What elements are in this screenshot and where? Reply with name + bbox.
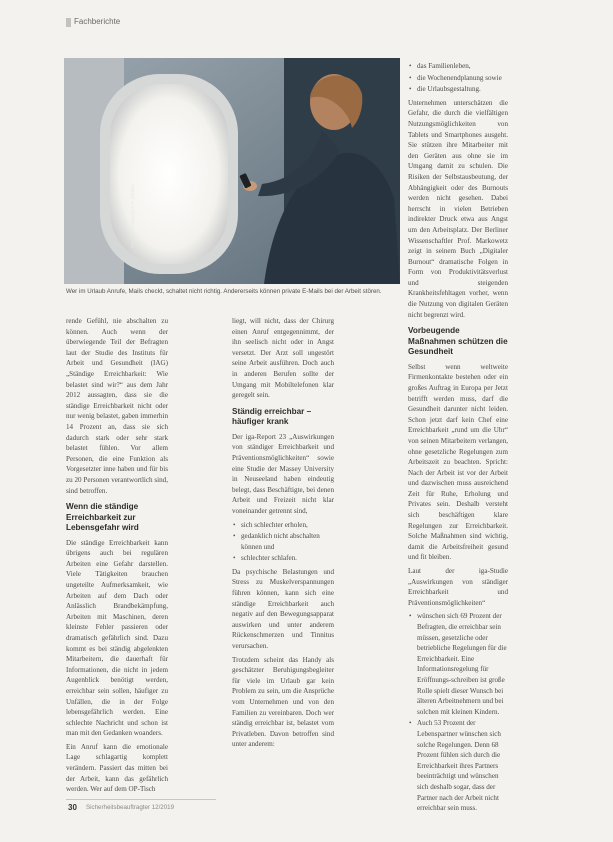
paragraph: rende Gefühl, nie abschalten zu können. Auch wenn der überwiegende Teil der Befragten laut der Studie des Instituts für Arbeit und Gesundheit (IAG) „Ständige Erreichbarkeit: Wie belastet sind wir?“ aus dem Jahr 2012 aussagten, dass sie die ständige Erreichbarkeit nicht oder nur wenig belastet, gaben immerhin 14 Prozent an, dass sie sich dadurch stark oder sehr stark belastet fühlen. Vor allem Personen, die eine Funktion als Vorgesetzter inne haben und für bis zu 20 Personen verantwortlich sind, sind betroffen. <box>66 317 168 495</box>
bullet-list <box>408 61 508 95</box>
paragraph: Die ständige Erreichbarkeit kann übrigens auch bei regulären Arbeiten eine Gefahr darstellen. Viele Tätigkeiten brauchen ungeteilte Aufmerksamkeit, wie Arbeiten auf dem Dach oder Anlässlich Brandbekämpfung, Arbeiten mit Maschinen, deren kleinste Fehler passieren oder dramatisch gefährlich sind. Dazu kommt es bei ständig abgelenkten Mitarbeitern, die dauerhaft für Informationen, die nicht in jedem Augenblick benötigt werden, erreichbar sein sollen, häufiger zu Unfällen, die in der Folge lebensgefährlich werden. Eine schlechte Nachricht und schon ist man mit den Gedanken woanders. <box>66 538 168 738</box>
photo-illustration <box>64 58 400 284</box>
paragraph: Da psychische Belastungen und Stress zu Muskelverspannungen führen können, kann sich eine ständige Erreichbarkeit auch negativ auf den Bewegungsapparat auswirken und unter anderem Rückenschmerzen und Tinnitus verursachen. <box>232 567 334 651</box>
list-item: • Auch 53 Prozent der Lebenspartner wünschen sich solche Regelungen. Denn 68 Prozent fühlen sich durch die Erreichbarkeit ihres Partners beeinträchtigt und wünschen sich deshalb sogar, dass der Partner nach der Arbeit nicht erreichbar sein muss. <box>417 718 508 813</box>
list-item: • das Familienleben, <box>417 61 508 72</box>
paragraph: Trotzdem scheint das Handy als geschätzter Beruhigungsbegleiter für viele im Urlaub gar kein Problem zu sein, um die Ansprüche vom Unternehmen und von den Familien zu vereinbaren. Doch wer ständig erreichbar ist, belastet vom Privatleben. Davon betroffen sind unter anderem: <box>232 655 334 749</box>
footer-divider <box>66 799 216 800</box>
paragraph: Selbst wenn weltweite Firmenkontakte bestehen oder ein großes Auftrag in Europa per Jetzt betrifft werden muss, darf die Gesundheit darunter nicht leiden. Schon jetzt darf kein Chef eine Erreichbarkeit „rund um die Uhr“ von seinen Mitarbeitern verlangen, ohne gesetzliche Regelungen zum Arbeitszeit zu beachten. Spricht: Nach der Arbeit ist vor der Arbeit und dazwischen muss ausreichend Zeit für Ruhe, Erholung und Privates sein. Deshalb versteht sich beschäftigen klare Regelungen zur Erreichbarkeit. Solche Maßnahmen sind wichtig, damit die Arbeitsfreiheit gesund und fit bleiben. <box>408 362 508 562</box>
column-2 <box>232 316 334 753</box>
list-item: • die Wochenendplanung sowie <box>417 73 508 84</box>
column-3 <box>408 60 508 817</box>
paragraph: Der iga-Report 23 „Auswirkungen von ständiger Erreichbarkeit und Präventionsmöglichkeiten“ sowie eine Studie der Massey University in Neuseeland haben eindeutig belegt, dass Beschäftigte, bei denen Arbeit und Freizeit nicht klar voneinander getrennt sind, <box>232 432 334 515</box>
photo-caption: Wer im Urlaub Anrufe, Mails checkt, schaltet nicht richtig. Andererseits können private E-Mails bei der Arbeit stören. <box>66 288 382 295</box>
section-marker <box>66 18 71 27</box>
article-photo <box>64 58 400 284</box>
column-1 <box>66 316 168 798</box>
bullet-list <box>408 611 508 813</box>
list-item: • schlechter schlafen. <box>241 553 334 564</box>
paragraph: liegt, will nicht, dass der Chirurg einen Anruf entgegennimmt, der ihn seelisch nicht oder in Angst versetzt. Der Arzt soll ungestört seine Arbeit ausführen. Doch auch in anderen Berufen sollte der Umgang mit Mobiltelefonen klar geregelt sein. <box>232 317 334 400</box>
list-item: • die Urlaubsgestaltung. <box>417 84 508 95</box>
bullet-list <box>232 520 334 564</box>
photo-credit: Foto: ©Shutterstock/ P. N. Adriaen <box>130 184 135 248</box>
subheading: Vorbeugende Maßnahmen schützen die Gesundheit <box>408 326 508 357</box>
list-item: • sich schlechter erholen, <box>241 520 334 531</box>
paragraph: Ein Anruf kann die emotionale Lage schlagartig komplett verändern. Passiert das mitten bei der Arbeit, kann das gefährlich werden. Wer auf dem OP-Tisch <box>66 742 168 794</box>
subheading: Ständig erreichbar – häufiger krank <box>232 406 312 427</box>
paragraph: Laut der iga-Studie „Auswirkungen von ständiger Erreichbarkeit und Präventionsmöglichkeiten“ <box>408 567 508 607</box>
page-number: 30 <box>68 803 77 812</box>
list-item: • wünschen sich 69 Prozent der Befragten, die erreichbar sein müssen, gesetzliche oder betriebliche Regelungen für die Erreichbarkeit. Eine Informationsregelung für Eröffnungs-schreiben ist große Rolle spielt dieser Wunsch bei älteren Arbeitnehmern und bei solchen mit kleinen Kindern. <box>417 611 508 717</box>
paragraph: Unternehmen unterschätzen die Gefahr, die durch die vielfältigen Nutzungsmöglichkeiten von Tablets und Smartphones ausgeht. Sie stützen ihre Mitarbeiter mit den Geräten aus ohne sie im Umgang damit zu schulen. Die Risiken der Selbstausbeutung, der Abhängigkeit oder des Burnouts werden nicht gesehen. Dabei herrscht in vielen Betrieben indirekter Druck etwa aus Angst um den Arbeitsplatz. Der Berliner Wissenschaftler Prof. Markowetz zeigt in seinem Buch „Digitaler Burnout“ dramatische Folgen in Form von Produktivitätsverlust und steigenden Krankheitsfehltagen vorher, wenn die Nutzung von digitalen Geräten nicht begrenzt wird. <box>408 98 508 319</box>
section-label: Fachberichte <box>74 17 121 26</box>
magazine-name: Sicherheitsbeauftragter 12/2019 <box>86 804 175 811</box>
subheading: Wenn die ständige Erreichbarkeit zur Lebensgefahr wird <box>66 502 139 533</box>
list-item: • gedanklich nicht abschalten können und <box>241 531 334 552</box>
